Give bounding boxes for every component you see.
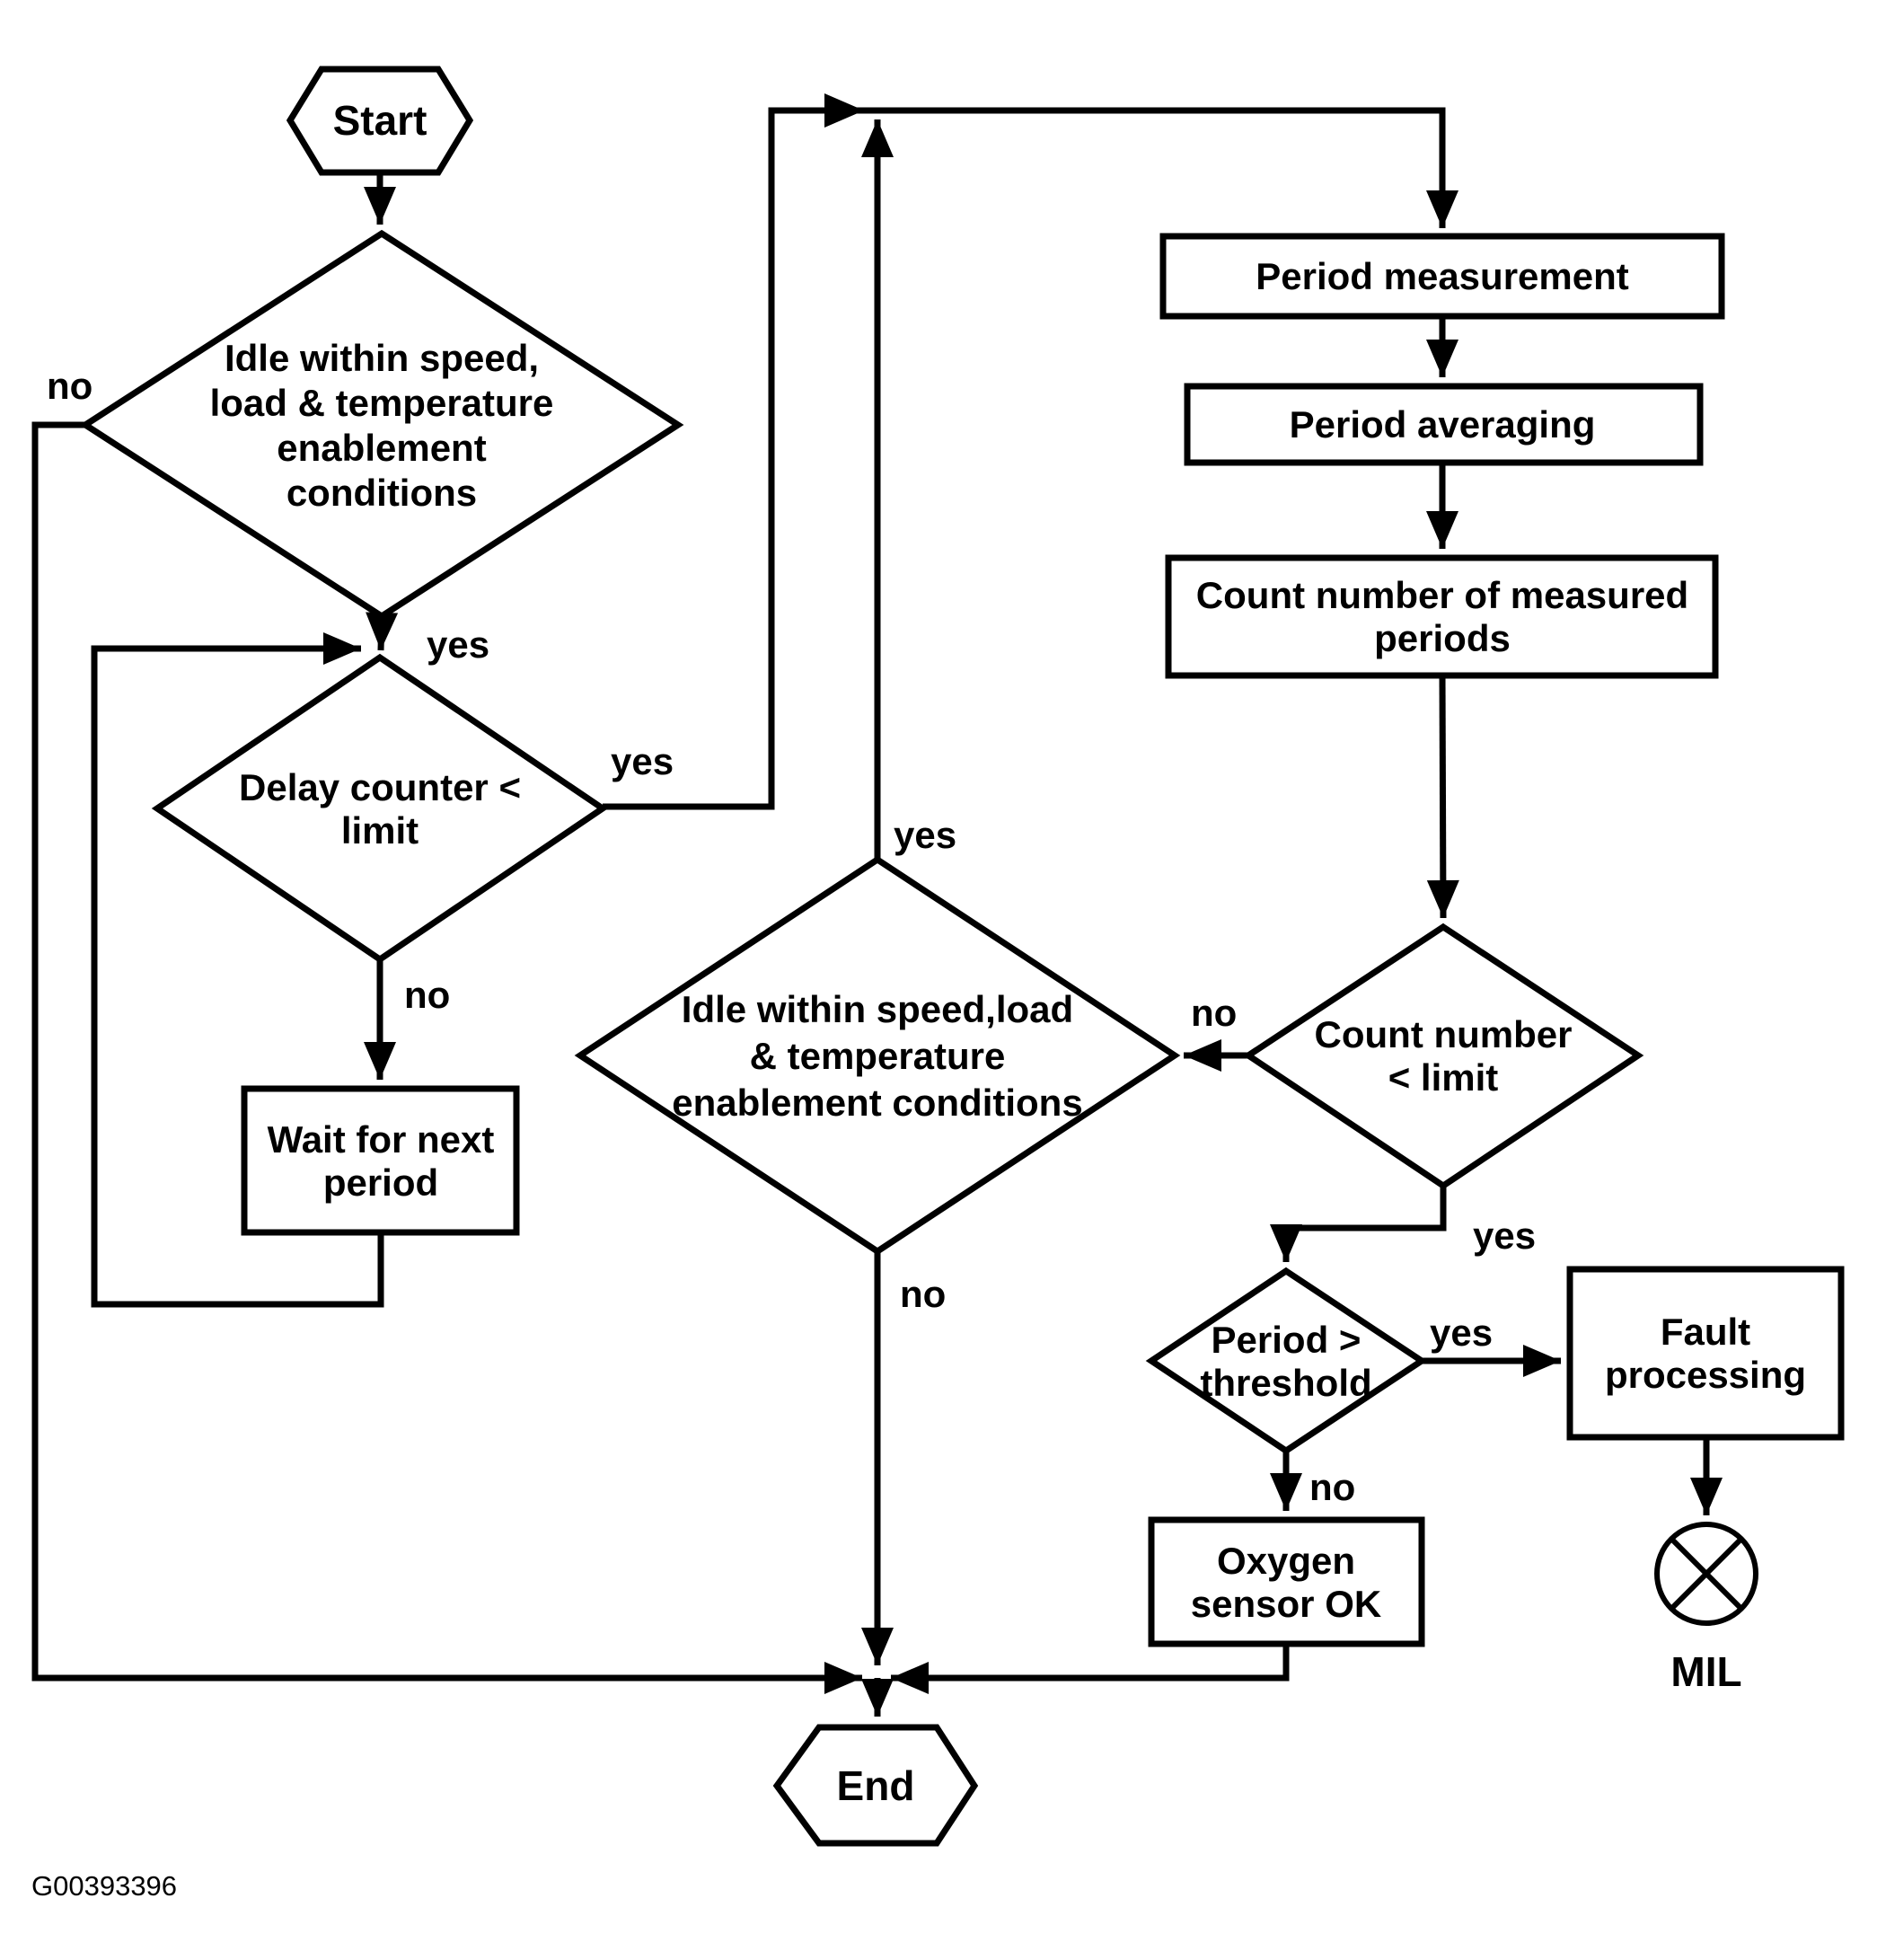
node-end	[777, 1727, 974, 1843]
node-period-measurement	[1163, 236, 1722, 316]
idle1-line1: Idle within speed,	[224, 337, 540, 379]
node-period-threshold	[1151, 1271, 1422, 1451]
figure-id: G00393396	[31, 1870, 178, 1902]
idle2-line3: enablement conditions	[672, 1082, 1083, 1124]
wait-box	[244, 1089, 516, 1232]
end-label: End	[836, 1762, 915, 1809]
top-rail-merge-arrowhead	[824, 93, 864, 128]
delay-line1: Delay counter <	[239, 766, 521, 808]
node-count-measured-periods	[1168, 558, 1715, 675]
period-measurement-label: Period measurement	[1256, 255, 1629, 297]
node-mil-lamp	[1657, 1524, 1756, 1695]
count-periods-line2: periods	[1374, 617, 1511, 659]
edge-oxygen-to-end	[891, 1644, 1286, 1678]
label-delay-no: no	[404, 974, 451, 1016]
label-threshold-yes: yes	[1430, 1311, 1494, 1354]
delay-diamond	[157, 658, 603, 959]
edge-idle1-yes-to-delay	[381, 616, 382, 650]
label-delay-yes: yes	[611, 740, 674, 782]
label-idle1-no: no	[47, 365, 93, 407]
idle1-line4: conditions	[286, 472, 478, 514]
mil-label: MIL	[1670, 1648, 1742, 1695]
count-limit-line1: Count number	[1314, 1013, 1573, 1055]
fault-line1: Fault	[1660, 1311, 1751, 1353]
node-delay-counter	[157, 658, 603, 959]
label-count-yes: yes	[1473, 1214, 1537, 1257]
node-oxygen-sensor-ok	[1151, 1520, 1422, 1644]
label-threshold-no: no	[1309, 1466, 1356, 1508]
idle1-line3: enablement	[277, 427, 487, 469]
period-threshold-line1: Period >	[1211, 1319, 1361, 1361]
label-idle2-yes: yes	[894, 814, 957, 856]
period-averaging-label: Period averaging	[1289, 403, 1596, 446]
period-threshold-diamond	[1151, 1271, 1422, 1451]
wait-line2: period	[322, 1161, 439, 1204]
oxygen-box	[1151, 1520, 1422, 1644]
label-idle1-yes: yes	[427, 623, 490, 666]
wait-line1: Wait for next	[267, 1118, 495, 1161]
node-count-limit	[1248, 927, 1638, 1186]
node-idle-conditions-1	[85, 234, 678, 616]
node-idle-conditions-2	[580, 860, 1175, 1251]
idle2-line2: & temperature	[749, 1035, 1006, 1077]
oxygen-line2: sensor OK	[1190, 1583, 1382, 1625]
label-idle2-no: no	[900, 1273, 947, 1315]
count-periods-line1: Count number of measured	[1195, 574, 1689, 616]
node-wait-for-next-period	[244, 1089, 516, 1232]
count-limit-line2: < limit	[1388, 1056, 1499, 1099]
start-label: Start	[332, 97, 427, 144]
idle1-line2: load & temperature	[209, 382, 554, 424]
edge-count-to-count-limit	[1442, 675, 1443, 918]
idle1-diamond	[85, 234, 678, 616]
fault-line2: processing	[1604, 1354, 1807, 1396]
period-threshold-line2: threshold	[1200, 1362, 1372, 1404]
label-count-no: no	[1191, 992, 1238, 1034]
idle2-line1: Idle within speed,load	[681, 988, 1074, 1030]
delay-line2: limit	[340, 809, 419, 852]
node-fault-processing	[1570, 1269, 1841, 1437]
node-start	[290, 69, 470, 172]
node-period-averaging	[1187, 386, 1700, 463]
edge-count-yes-to-threshold	[1286, 1186, 1443, 1262]
oxygen-line1: Oxygen	[1216, 1540, 1356, 1582]
